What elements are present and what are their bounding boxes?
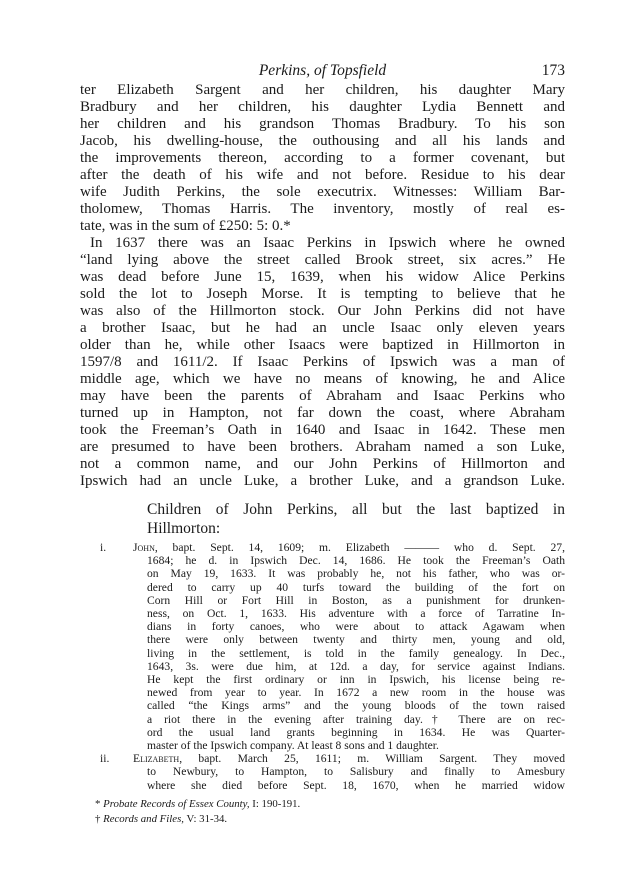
text-line: on May 19, 1633. It was probably he, not his father, who was or- [147, 567, 565, 581]
text-line: master of the Ipswich company. At least 8 sons and 1 daughter. [147, 739, 439, 753]
text-line: was also of the Hillmorton stock. Our John Perkins did not have [80, 303, 565, 319]
page-number: 173 [541, 62, 565, 79]
entry-numeral: ii. [100, 752, 110, 766]
text-line: sold the lot to Joseph Morse. It is tempting to believe that he [80, 286, 565, 302]
text-line: 1597/8 and 1611/2. If Isaac Perkins of Ipswich was a man of [80, 354, 565, 370]
text-line: ord the usual land grants beginning in 1634. He was Quarter- [147, 725, 565, 739]
child-entry-john [100, 541, 565, 752]
text-line: called “the Kings arms” and the young bloods of the town raised [147, 699, 565, 713]
running-title: Perkins, of Topsfield [258, 62, 387, 79]
text-line: Jacob, his dwelling-house, the outhousing and all his lands and [80, 133, 565, 149]
footnote [95, 812, 300, 827]
child-name: John [133, 541, 155, 554]
child-name: Elizabeth [133, 752, 180, 766]
text-line: tholomew, Thomas Harris. The inventory, mostly of real es- [80, 201, 565, 217]
paragraph-will [80, 82, 565, 235]
text-line: ness, on Oct. 1, 1633. His adventure with a force of Tarratine In- [147, 607, 565, 621]
text-line: He kept the first ordinary or inn in Ipswich, his license being re- [147, 673, 565, 687]
text-line: may have been the parents of Abraham and Isaac Perkins who [80, 388, 565, 404]
footnote-mark: † [95, 813, 101, 825]
footnotes [95, 797, 300, 827]
text-line: older than he, while other Isaacs were baptized in Hillmorton in [80, 337, 565, 353]
footnote-ref: V: 31-34. [183, 813, 228, 825]
footnote-ref: I: 190-191. [249, 798, 301, 810]
text-line: the improvements thereon, according to a former covenant, but [80, 150, 565, 166]
text-line: middle age, which we have no means of knowing, he and Alice [80, 371, 565, 387]
children-list [100, 541, 565, 792]
text-line [133, 752, 565, 765]
text-line: there were only between twenty and thirty men, young and old, [147, 633, 565, 647]
paragraph-isaac [80, 235, 565, 490]
text-line-rest: , bapt. March 25, 1611; m. William Sargent. They moved [179, 752, 565, 766]
body-text [80, 82, 565, 490]
text-line: 1643, 3s. were due him, at 12d. a day, for service against Indians. [147, 659, 565, 673]
text-line: a riot there in the evening after training day.† There are on rec- [147, 712, 565, 726]
text-line: Ipswich had an uncle Luke, a brother Luke, and a grandson Luke. [80, 473, 565, 489]
text-line: Corn Hill or Fort Hill in Boston, as a punishment for drunken- [147, 593, 565, 607]
text-line [133, 541, 565, 554]
child-entry-elizabeth [100, 752, 565, 792]
text-line: newed from year to year. In 1672 a new room in the house was [147, 686, 565, 700]
text-line: are presumed to have been brothers. Abraham named a son Luke, [80, 439, 565, 455]
text-line: wife Judith Perkins, the sole executrix. Witnesses: William Bar- [80, 184, 565, 200]
footnote [95, 797, 300, 812]
text-line: tate, was in the sum of £250: 5: 0.* [80, 218, 291, 234]
text-line: dered to carry up 40 turfs toward the building of the fort on [147, 580, 565, 594]
footnote-source: Probate Records of Essex County, [103, 798, 250, 810]
text-line: In 1637 there was an Isaac Perkins in Ipswich where he owned [90, 235, 565, 251]
children-heading [147, 500, 565, 538]
text-line: after the death of his wife and not before. Residue to his dear [80, 167, 565, 183]
text-line: 1684; he d. in Ipswich Dec. 14, 1686. He took the Freeman’s Oath [147, 554, 565, 568]
text-line: where she died before Sept. 18, 1670, when he married widow [147, 778, 565, 792]
text-line: a brother Isaac, but he had an uncle Isaac only eleven years [80, 320, 565, 336]
text-line: turned up in Hampton, not far down the coast, where Abraham [80, 405, 565, 421]
text-line: was dead before June 15, 1639, when his widow Alice Perkins [80, 269, 565, 285]
text-line: “land lying above the street called Brook street, six acres.” He [80, 252, 565, 268]
text-line: dians in forty canoes, who were about to attack Agawam when [147, 620, 565, 634]
text-line: ter Elizabeth Sargent and her children, his daughter Mary [80, 82, 565, 98]
footnote-source: Records and Files, [103, 813, 184, 825]
entry-numeral: i. [100, 541, 107, 554]
running-header [80, 62, 565, 80]
text-line: not a common name, and our John Perkins of Hillmorton and [80, 456, 565, 472]
footnote-mark: * [95, 798, 101, 810]
text-line: took the Freeman’s Oath in 1640 and Isaac in 1642. These men [80, 422, 565, 438]
text-line: to Newbury, to Hampton, to Salisbury and finally to Amesbury [147, 765, 565, 779]
text-line-rest: , bapt. Sept. 14, 1609; m. Elizabeth ——— who d. Sept. 27, [154, 541, 565, 554]
text-line: her children and his grandson Thomas Bradbury. To his son [80, 116, 565, 132]
text-line: living in the settlement, is told in the family genealogy. In Dec., [147, 646, 565, 660]
text-line: Bradbury and her children, his daughter Lydia Bennett and [80, 99, 565, 115]
heading-line: Hillmorton: [147, 520, 221, 537]
heading-line: Children of John Perkins, all but the last baptized in [147, 501, 565, 518]
